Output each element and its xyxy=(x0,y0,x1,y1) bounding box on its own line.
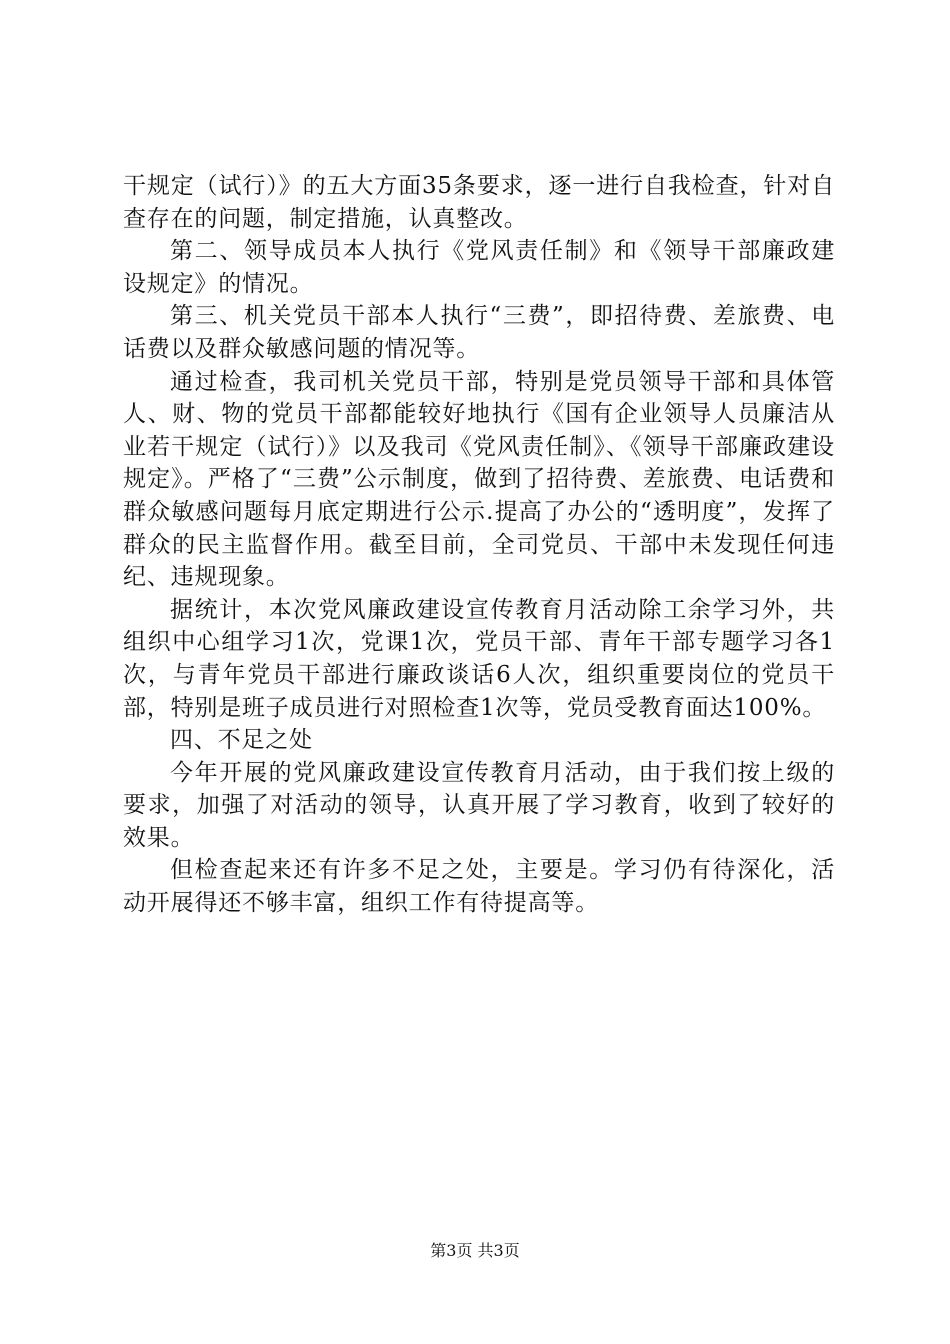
paragraph-three-fees: 第三、机关党员干部本人执行“三费”，即招待费、差旅费、电话费以及群众敏感问题的情况等。 xyxy=(123,303,835,362)
paragraph-shortcomings: 但检查起来还有许多不足之处，主要是。学习仍有待深化，活动开展得还不够丰富，组织工作有待提高等。 xyxy=(123,857,835,917)
paragraph-continuation: 干规定（试行）》的五大方面35条要求，逐一进行自我检查，针对自查存在的问题，制定措施，认真整改。 xyxy=(123,173,835,232)
paragraph-leadership-check: 第二、领导成员本人执行《党风责任制》和《领导干部廉政建设规定》的情况。 xyxy=(123,238,835,297)
paragraph-statistics: 据统计，本次党风廉政建设宣传教育月活动除工余学习外，共组织中心组学习1次，党课1次，党员干部、青年干部专题学习各1次，与青年党员干部进行廉政谈话6人次，组织重要岗位的党员干部，特别是班子成员进行对照检查1次等，党员受教育面达100%。 xyxy=(123,596,835,721)
paragraph-inspection-results: 通过检查，我司机关党员干部，特别是党员领导干部和具体管人、财、物的党员干部都能较好地执行《国有企业领导人员廉洁从业若干规定（试行）》以及我司《党风责任制》、《领导干部廉政建设规定》。严格了“三费”公示制度，做到了招待费、差旅费、电话费和群众敏感问题每月底定期进行公示.提高了办公的“透明度”，发挥了群众的民主监督作用。截至目前，全司党员、干部中未发现任何违纪、违规现象。 xyxy=(123,368,835,591)
page-number-footer: 第3页 共3页 xyxy=(430,1241,520,1260)
section-heading-shortcomings: 四、不足之处 xyxy=(170,727,313,754)
document-body xyxy=(123,170,835,920)
paragraph-effects: 今年开展的党风廉政建设宣传教育月活动，由于我们按上级的要求，加强了对活动的领导，认真开展了学习教育，收到了较好的效果。 xyxy=(123,759,835,851)
